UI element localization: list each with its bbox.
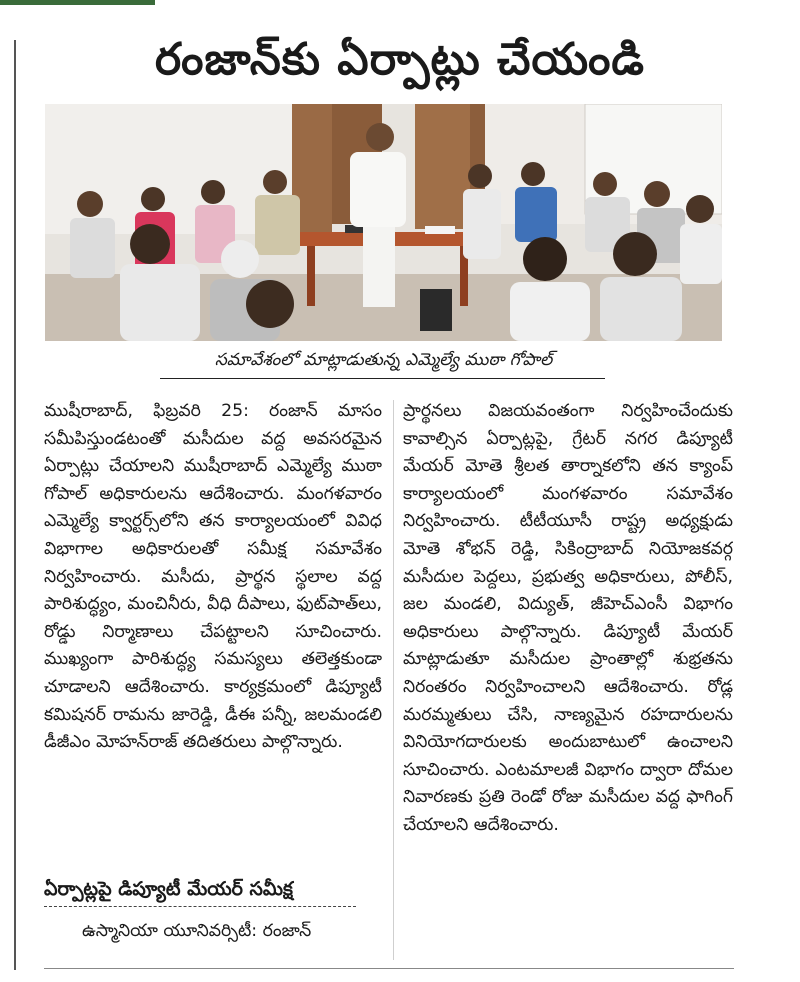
bottom-rule [44, 968, 734, 969]
caption-underline [160, 378, 605, 379]
photo-caption: సమావేశంలో మాట్లాడుతున్న ఎమ్మెల్యే ముఠా గోపాల్ [214, 350, 553, 370]
left-column-tail-text: ఉస్మానియా యూనివర్సిటీ: రంజాన్ [82, 921, 312, 941]
section-subheading: ఏర్పాట్లపై డిప్యూటీ మేయర్ సమీక్ష [44, 874, 356, 907]
article-headline: రంజాన్‌కు ఏర్పాట్లు చేయండి [155, 34, 645, 85]
right-column-text: ప్రార్థనలు విజయవంతంగా నిర్వహించేందుకు కావాల్సిన ఏర్పాట్లపై, గ్రేటర్ నగర డిప్యూటీ మేయర్ మోతె శ్రీలత తార్నాకలోని తన క్యాంప్ కార్యాలయంలో మంగళవారం సమావేశం నిర్వహించారు. టీటీయూసీ రాష్ట్ర అధ్యక్షుడు మోతె శోభన్ రెడ్డి, సికింద్రాబాద్ నియోజకవర్గ మసీదుల పెద్దలు, ప్రభుత్వ అధికారులు, పోలీస్, జల మండలి, విద్యుత్, జీహెచ్ఎంసీ విభాగం అధికారులు పాల్గొన్నారు. డిప్యూటీ మేయర్ మాట్లాడుతూ మసీదుల ప్రాంతాల్లో శుభ్రతను నిరంతరం నిర్వహించాలని ఆదేశించారు. రోడ్ల మరమ్మతులు చేసి, నాణ్యమైన రహదారులను వినియోగదారులకు అందుబాటులో ఉంచాలని సూచించారు. ఎంటమాలజీ విభాగం ద్వారా దోమల నివారణకు ప్రతి రెండో రోజు మసీదుల వద్ద ఫాగింగ్ చేయాలని ఆదేశించారు. [403, 401, 733, 835]
left-column-text: ముషీరాబాద్, ఫిబ్రవరి 25: రంజాన్ మాసం సమీపిస్తుండటంతో మసీదుల వద్ద అవసరమైన ఏర్పాట్లు చేయాలని ముషీరాబాద్ ఎమ్మెల్యే ముఠా గోపాల్ అధికారులను ఆదేశించారు. మంగళవారం ఎమ్మెల్యే క్వార్టర్స్‌లోని తన కార్యాలయంలో వివిధ విభాగాల అధికారులతో సమీక్ష సమావేశం నిర్వహించారు. మసీదు, ప్రార్థన స్థలాల వద్ద పారిశుద్ధ్యం, మంచినీరు, వీధి దీపాలు, ఫుట్‌పాత్‌లు, రోడ్డు నిర్మాణాలు చేపట్టాలని సూచించారు. ముఖ్యంగా పారిశుద్ధ్య సమస్యలు తలెత్తకుండా చూడాలని ఆదేశించారు. కార్యక్రమంలో డిప్యూటీ కమిషనర్ రామను జారెడ్డి, డీఈ పన్నీ, జలమండలి డీజీఎం మోహన్‌రాజ్ తదితరులు పాల్గొన్నారు. [44, 401, 382, 753]
left-column-rule [14, 40, 16, 970]
section-tab-marker [0, 0, 155, 5]
column-divider [393, 400, 394, 960]
article-photo [45, 104, 722, 341]
